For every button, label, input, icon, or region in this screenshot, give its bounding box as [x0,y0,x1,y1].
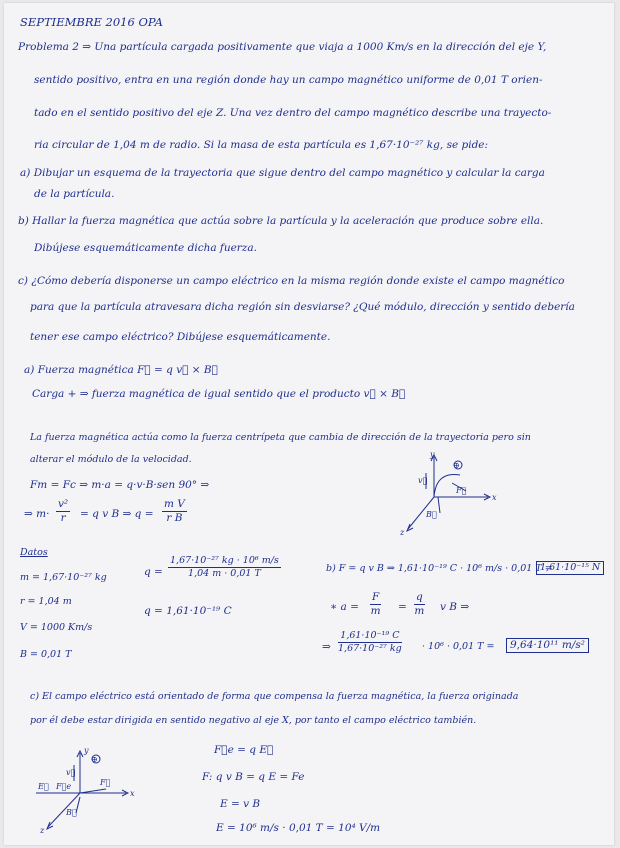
statement-line-2: sentido positivo, entra en una región donde hay un campo magnético uniforme de 0,01 T orien- [34,74,543,86]
acc-tail-2: · 10⁶ · 0,01 T = [422,641,495,652]
acc-denominator-m: m [370,605,381,618]
explanation-line-1: La fuerza magnética actúa como la fuerza centrípeta que cambia de dirección de la trayectoria pero sin [30,432,531,443]
b-label: B⃗ [426,510,437,519]
force-result: 1,61·10⁻¹⁵ N [536,561,604,575]
charge-note: Carga + ⇒ fuerza magnética de igual sentido que el producto v⃗ × B⃗ [32,388,406,400]
acc-denominator-m2: m [414,605,425,618]
acc-denominator-mass: 1,67·10⁻²⁷ kg [338,642,402,654]
fraction-numerator: v² [56,499,70,512]
z-label: z [400,528,405,537]
acc-numerator-charge: 1,61·10⁻¹⁹ C [338,631,402,643]
b-label: B⃗ [66,808,77,817]
acc-numerator-f: F [370,592,381,605]
acc-fraction-f-over-m [370,592,381,617]
datos-title: Datos [20,547,48,558]
explanation-line-2: alterar el módulo de la velocidad. [30,454,192,465]
v-label: v⃗ [418,476,428,485]
question-c-line-2: para que la partícula atravesara dicha región sin desviarse? ¿Qué módulo, dirección y sentido debería [30,301,575,313]
field-formula: E = v B [220,798,261,810]
question-a-line-1: a) Dibujar un esquema de la trayectoria que sigue dentro del campo magnético y calcular la carga [20,167,545,179]
trajectory-diagram [396,451,506,543]
f-label: F⃗ [456,486,467,495]
v-label: v⃗ [66,768,76,777]
fm-label: F⃗ [100,778,111,787]
equation-2-middle: = q v B ⇒ q = [80,508,154,520]
solution-c-line-2: por él debe estar dirigida en sentido negativo al eje X, por tanto el campo eléctrico también. [30,715,477,726]
x-label: x [492,493,497,502]
fm-vector [80,789,106,793]
question-c-line-1: c) ¿Cómo debería disponerse un campo eléctrico en la misma región donde existe el campo magnético [18,275,565,287]
statement-line-3: tado en el sentido positivo del eje Z. Una vez dentro del campo magnético describe una trayecto- [34,107,552,119]
force-equality: F: q v B = q E = Fe [202,771,305,783]
question-b-line-1: b) Hallar la fuerza magnética que actúa sobre la partícula y la aceleración que produce sobre ella. [18,215,544,227]
fe-label: F⃗e [56,782,72,791]
q-label: ⊕ [453,461,460,470]
fraction-v2-over-r [56,499,70,524]
datos-field: B = 0,01 T [20,649,72,660]
question-b-line-2: Dibújese esquemáticamente dicha fuerza. [34,242,257,254]
calc-q-fraction [168,556,281,579]
solution-a-title: a) Fuerza magnética F⃗ = q v⃗ × B⃗ [24,364,218,376]
calc-q-result: q = 1,61·10⁻¹⁹ C [144,605,232,617]
question-c-line-3: tener ese campo eléctrico? Dibújese esquemáticamente. [30,331,331,343]
q-label: ⊕ [91,755,98,764]
e-label: E⃗ [38,782,49,791]
equation-force-balance: Fm = Fc ⇒ m·a = q·v·B·sen 90° ⇒ [30,479,210,491]
fraction-denominator: r B [166,512,183,525]
datos-mass: m = 1,67·10⁻²⁷ kg [20,572,107,583]
datos-velocity: V = 1000 Km/s [20,622,93,633]
force-calculation: b) F = q v B ⇒ 1,61·10⁻¹⁹ C · 10⁶ m/s · 0,01 T = [326,563,553,574]
y-label: y [430,450,435,459]
acceleration-result: 9,64·10¹¹ m/s² [506,638,589,653]
acc-fraction-q-over-m [414,592,425,617]
b-field-vector [438,497,440,513]
statement-line-4: ria circular de 1,04 m de radio. Si la masa de esta partícula es 1,67·10⁻²⁷ kg, se pide: [34,139,489,151]
handwritten-page [4,3,614,845]
calc-q-numerator: 1,67·10⁻²⁷ kg · 10⁶ m/s [170,555,279,566]
page-header: SEPTIEMBRE 2016 OPA [20,15,163,29]
acc-numerator-q: q [414,592,425,605]
acc-equals: = [398,601,407,613]
calc-q-denominator: 1,04 m · 0,01 T [188,567,261,579]
acc-tail: v B ⇒ [440,601,470,613]
field-result: E = 10⁶ m/s · 0,01 T = 10⁴ V/m [216,822,381,834]
statement-line-1: Problema 2 ⇒ Una partícula cargada positivamente que viaja a 1000 Km/s en la dirección del eje Y, [18,41,547,53]
electric-force-formula: F⃗e = q E⃗ [214,744,274,756]
fraction-mv-over-rb [162,499,187,524]
fraction-denominator: r [60,512,66,525]
fraction-numerator: m V [162,499,187,512]
electric-field-diagram [30,743,140,835]
solution-c-line-1: c) El campo eléctrico está orientado de forma que compensa la fuerza magnética, la fuerza originada [30,691,519,702]
acc-prefix: ∗ a = [330,601,359,613]
datos-radius: r = 1,04 m [20,596,72,607]
y-label: y [84,746,89,755]
calc-q-lhs: q = [144,566,163,578]
acc-fraction-values [338,631,402,654]
x-label: x [130,789,135,798]
equation-2-prefix: ⇒ m· [24,508,50,520]
z-label: z [40,826,45,835]
question-a-line-2: de la partícula. [34,188,115,200]
z-axis-arrow [407,524,413,531]
acc-line-prefix: ⇒ [322,641,331,653]
